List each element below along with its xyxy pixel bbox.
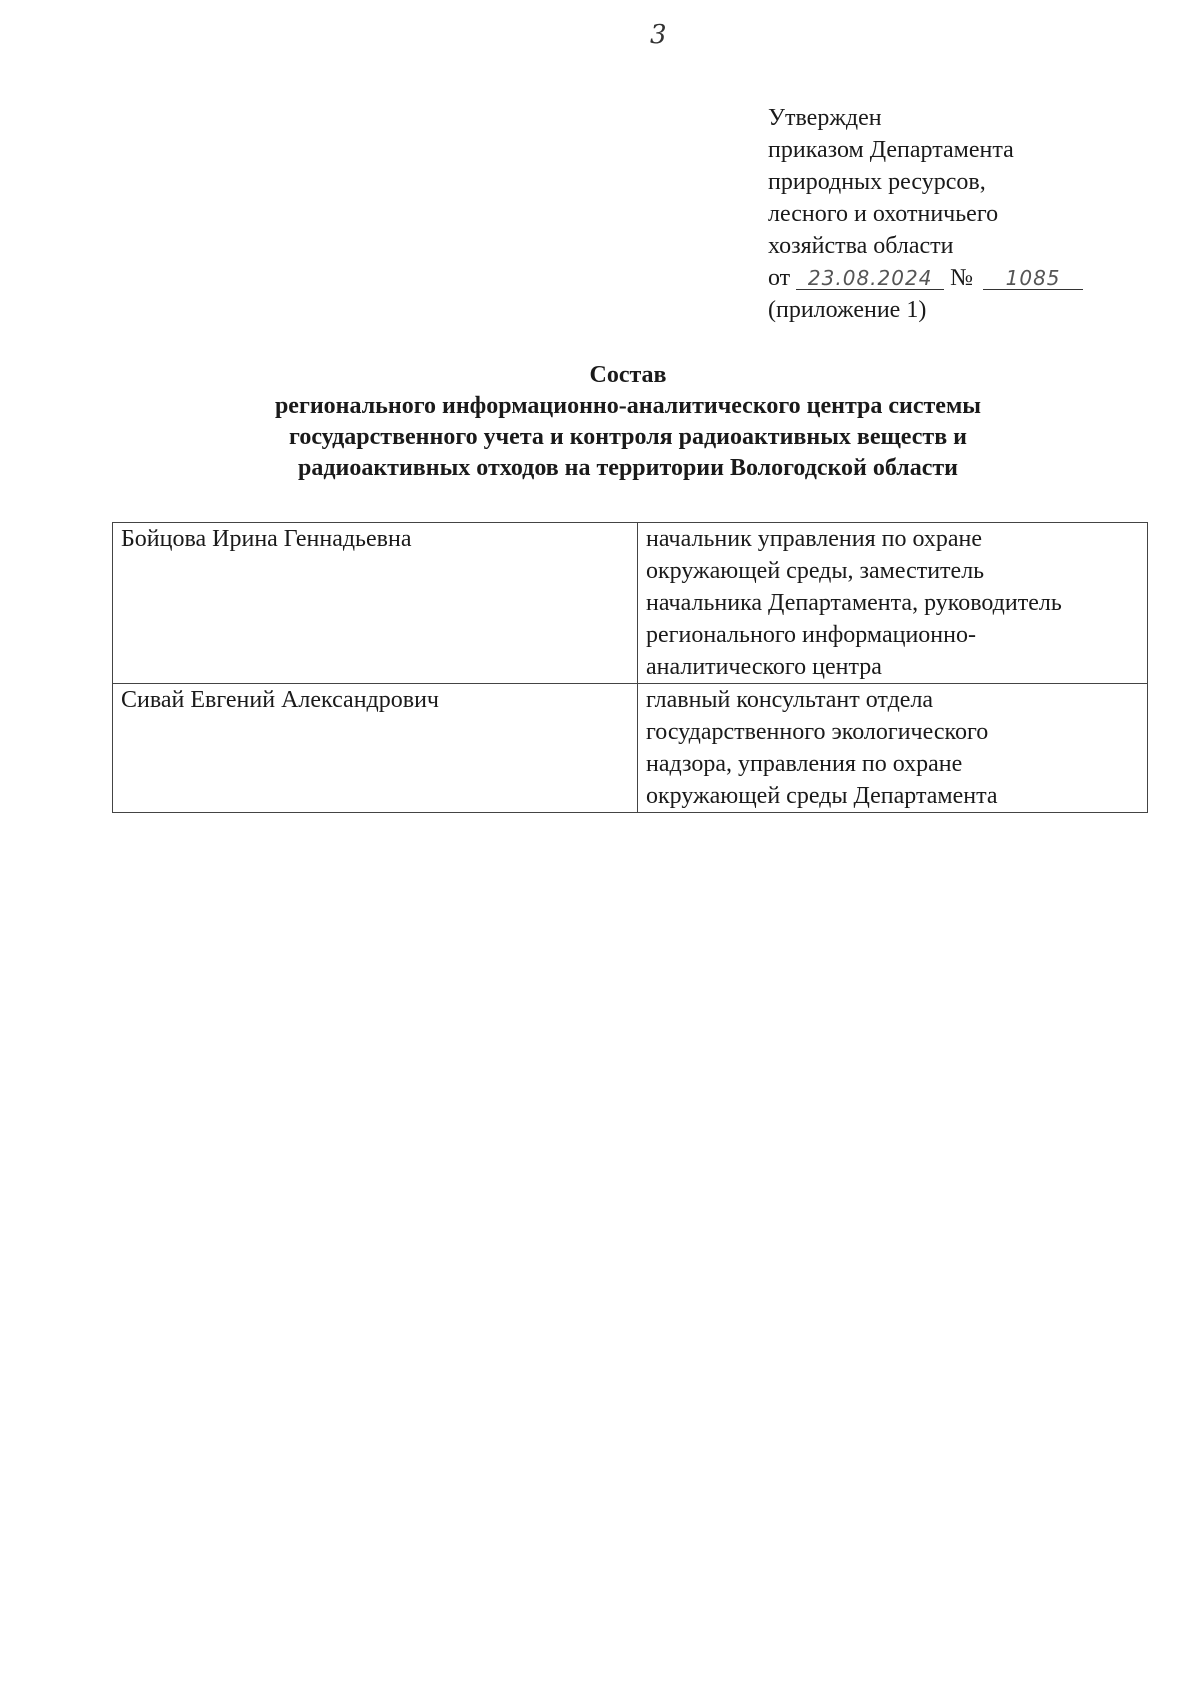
table-row: [113, 523, 1148, 684]
title-line: радиоактивных отходов на территории Вологодской области: [298, 455, 958, 481]
member-position: [638, 523, 1148, 684]
approval-line: приказом Департамента: [768, 137, 1014, 163]
table-row: [113, 684, 1148, 813]
position-line: окружающей среды Департамента: [646, 783, 998, 809]
title-line: государственного учета и контроля радиоактивных веществ и: [289, 424, 967, 450]
approval-line: Утвержден: [768, 105, 882, 131]
position-line: аналитического центра: [646, 654, 882, 680]
member-name: Сивай Евгений Александрович: [113, 684, 638, 813]
member-position: [638, 684, 1148, 813]
position-line: главный консультант отдела: [646, 687, 934, 713]
position-line: начальник управления по охране: [646, 526, 982, 552]
members-table: [112, 522, 1148, 813]
approval-date: 23.08.2024: [796, 267, 944, 290]
date-prefix: от: [768, 265, 791, 291]
page-number: 3: [650, 20, 667, 50]
approval-line: природных ресурсов,: [768, 169, 986, 195]
approval-number: 1085: [983, 267, 1083, 290]
title-line: регионального информационно-аналитического центра системы: [274, 393, 982, 419]
approval-date-line: [768, 262, 1083, 294]
number-sign: №: [950, 265, 974, 291]
document-title: [110, 360, 1146, 484]
approval-line: хозяйства области: [768, 233, 954, 259]
position-line: регионального информационно-: [646, 622, 976, 648]
title-heading: Состав: [589, 362, 667, 388]
position-line: государственного экологического: [646, 719, 989, 745]
approval-appendix: (приложение 1): [768, 297, 927, 323]
position-line: начальника Департамента, руководитель: [646, 590, 1062, 616]
approval-stamp: [768, 102, 1083, 326]
member-name: Бойцова Ирина Геннадьевна: [113, 523, 638, 684]
position-line: окружающей среды, заместитель: [646, 558, 985, 584]
approval-line: лесного и охотничьего: [768, 201, 999, 227]
position-line: надзора, управления по охране: [646, 751, 963, 777]
